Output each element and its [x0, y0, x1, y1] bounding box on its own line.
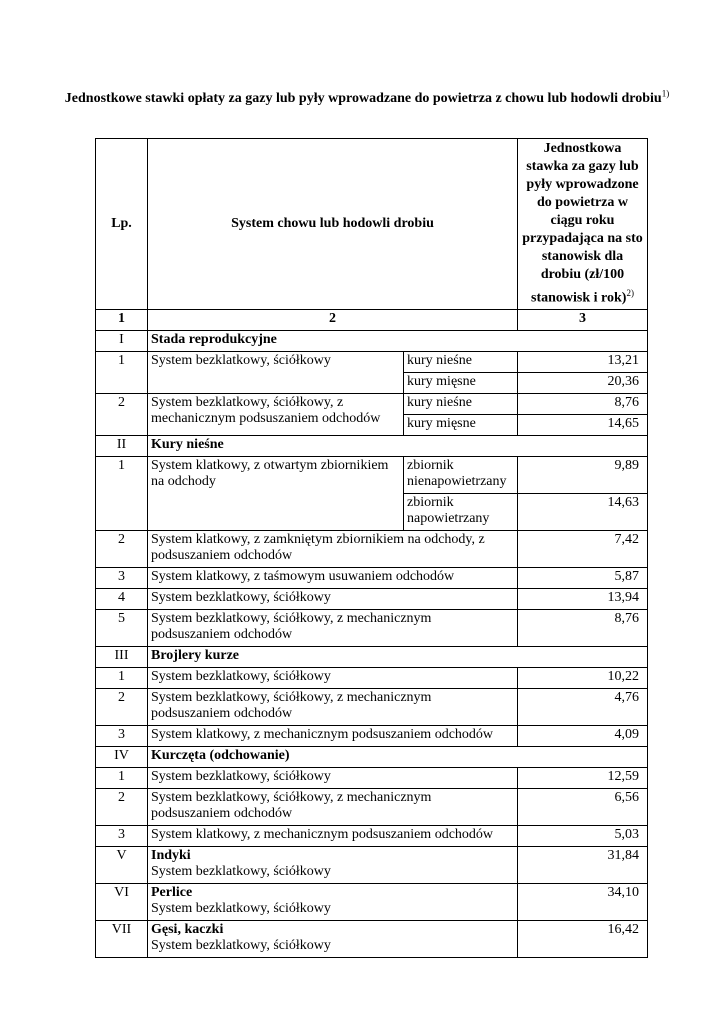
section-name: Stada reprodukcyjne [148, 330, 648, 351]
row-value: 14,63 [518, 493, 648, 530]
table-row [96, 788, 648, 825]
table-row [96, 667, 648, 688]
title-footnote: 1) [661, 88, 670, 99]
table-row [96, 825, 648, 846]
section-number: V [96, 846, 148, 883]
section-row [96, 435, 648, 456]
table-row [96, 393, 648, 414]
row-number: 2 [96, 788, 148, 825]
row-value: 8,76 [518, 393, 648, 414]
row-subtype: kury mięsne [404, 414, 518, 435]
row-system: System bezklatkowy, ściółkowy [148, 588, 518, 609]
row-system: System bezklatkowy, ściółkowy [148, 667, 518, 688]
row-system: System klatkowy, z zamkniętym zbiornikiem na odchody, z podsuszaniem odchodów [148, 530, 518, 567]
header-system: System chowu lub hodowli drobiu [148, 139, 518, 310]
row-system: System klatkowy, z otwartym zbiornikiem na odchody [148, 456, 404, 530]
table-row [96, 609, 648, 646]
section-name: Indyki [151, 847, 191, 863]
row-value: 7,42 [518, 530, 648, 567]
row-value: 5,87 [518, 567, 648, 588]
section-name: Brojlery kurze [148, 646, 648, 667]
table-row [96, 883, 648, 920]
column-number: 1 [96, 309, 148, 330]
section-number: III [96, 646, 148, 667]
row-system: System bezklatkowy, ściółkowy [148, 351, 404, 393]
row-value: 31,84 [518, 846, 648, 883]
column-number: 3 [518, 309, 648, 330]
row-subtype: zbiornik nienapowietrzany [404, 456, 518, 493]
row-number: 1 [96, 667, 148, 688]
row-subtype: kury nieśne [404, 393, 518, 414]
row-system: System bezklatkowy, ściółkowy, z mechanicznym podsuszaniem odchodów [148, 688, 518, 725]
table-row [96, 456, 648, 493]
table-row [96, 846, 648, 883]
section-number: VII [96, 920, 148, 957]
row-subtype: zbiornik napowietrzany [404, 493, 518, 530]
row-value: 9,89 [518, 456, 648, 493]
section-system: System bezklatkowy, ściółkowy [151, 937, 331, 953]
section-number: IV [96, 746, 148, 767]
section-system: System bezklatkowy, ściółkowy [151, 900, 331, 916]
section-row [96, 646, 648, 667]
section-name: Kury nieśne [148, 435, 648, 456]
header-rate [518, 139, 648, 310]
row-number: 1 [96, 767, 148, 788]
row-value: 14,65 [518, 414, 648, 435]
section-name: Perlice [151, 884, 193, 900]
row-system: System bezklatkowy, ściółkowy, z mechanicznym podsuszaniem odchodów [148, 788, 518, 825]
row-value: 13,21 [518, 351, 648, 372]
section-system: System bezklatkowy, ściółkowy [151, 863, 331, 879]
section-row [96, 330, 648, 351]
header-rate-text: Jednostkowa stawka za gazy lub pyły wprowadzone do powietrza w ciągu roku przypadająca na sto stanowisk dla drobiu (zł/100 stanowisk i rok) [522, 141, 643, 306]
row-number: 1 [96, 456, 148, 530]
section-name: Gęsi, kaczki [151, 921, 224, 937]
table-row [96, 688, 648, 725]
row-value: 12,59 [518, 767, 648, 788]
row-value: 16,42 [518, 920, 648, 957]
row-number: 2 [96, 530, 148, 567]
row-number: 2 [96, 393, 148, 435]
row-system: System bezklatkowy, ściółkowy, z mechanicznym podsuszaniem odchodów [148, 393, 404, 435]
row-value: 4,76 [518, 688, 648, 725]
row-value: 34,10 [518, 883, 648, 920]
table-row [96, 920, 648, 957]
row-value: 10,22 [518, 667, 648, 688]
row-value: 5,03 [518, 825, 648, 846]
row-system [148, 920, 518, 957]
row-system [148, 883, 518, 920]
row-number: 3 [96, 825, 148, 846]
table-row [96, 351, 648, 372]
row-subtype: kury nieśne [404, 351, 518, 372]
rates-table [95, 138, 648, 958]
row-number: 3 [96, 567, 148, 588]
row-subtype: kury mięsne [404, 372, 518, 393]
row-value: 8,76 [518, 609, 648, 646]
table-row [96, 530, 648, 567]
table-row [96, 767, 648, 788]
row-number: 4 [96, 588, 148, 609]
table-row [96, 588, 648, 609]
row-system: System bezklatkowy, ściółkowy [148, 767, 518, 788]
section-number: VI [96, 883, 148, 920]
section-number: I [96, 330, 148, 351]
column-number: 2 [148, 309, 518, 330]
table-row [96, 567, 648, 588]
column-number-row [96, 309, 648, 330]
header-lp: Lp. [96, 139, 148, 310]
row-value: 6,56 [518, 788, 648, 825]
row-value: 4,09 [518, 725, 648, 746]
table-header-row [96, 139, 648, 310]
section-row [96, 746, 648, 767]
row-system: System klatkowy, z mechanicznym podsuszaniem odchodów [148, 825, 518, 846]
row-value: 20,36 [518, 372, 648, 393]
header-rate-footnote: 2) [626, 288, 634, 298]
row-number: 1 [96, 351, 148, 393]
section-number: II [96, 435, 148, 456]
table-row [96, 725, 648, 746]
title-text: Jednostkowe stawki opłaty za gazy lub pyły wprowadzane do powietrza z chowu lub hodowli drobiu [64, 91, 662, 106]
row-system: System bezklatkowy, ściółkowy, z mechanicznym podsuszaniem odchodów [148, 609, 518, 646]
row-system [148, 846, 518, 883]
row-number: 3 [96, 725, 148, 746]
row-system: System klatkowy, z taśmowym usuwaniem odchodów [148, 567, 518, 588]
row-number: 5 [96, 609, 148, 646]
row-system: System klatkowy, z mechanicznym podsuszaniem odchodów [148, 725, 518, 746]
row-number: 2 [96, 688, 148, 725]
document-title [60, 90, 674, 107]
section-name: Kurczęta (odchowanie) [148, 746, 648, 767]
row-value: 13,94 [518, 588, 648, 609]
